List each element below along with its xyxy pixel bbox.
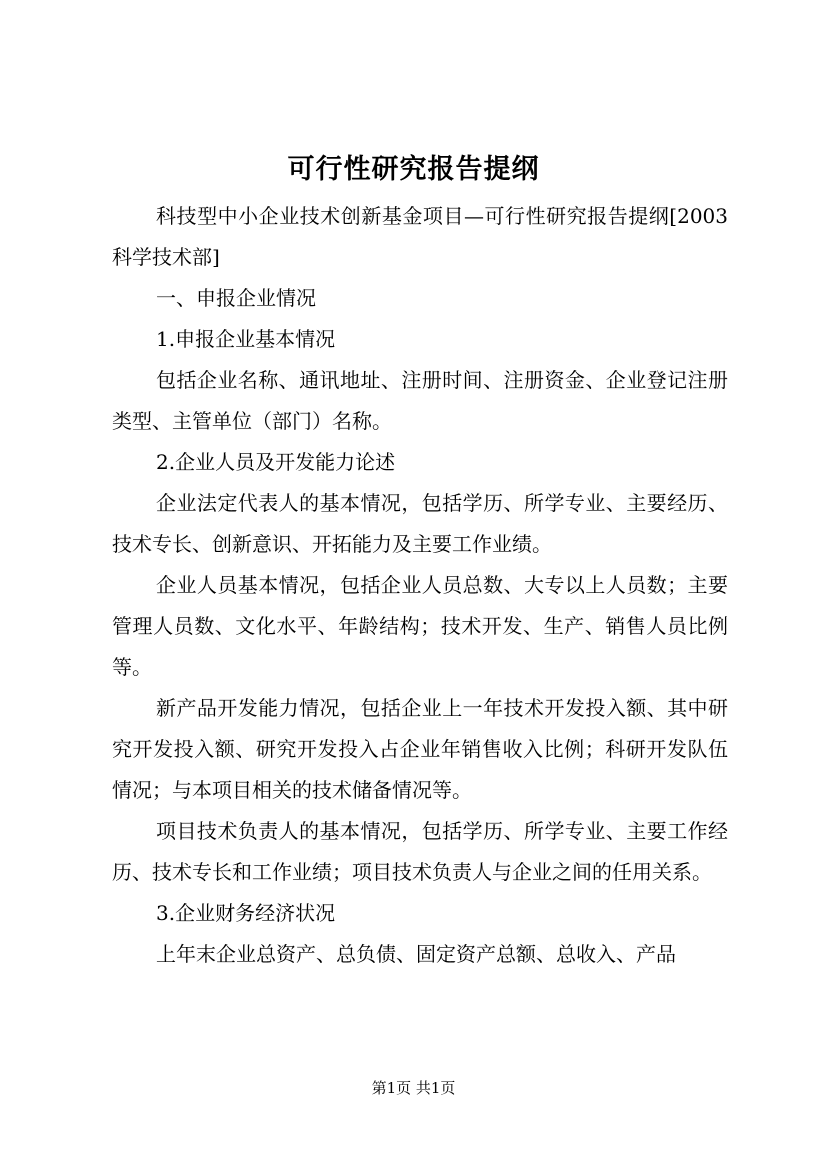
paragraph-basic-info: 包括企业名称、通讯地址、注册时间、注册资金、企业登记注册类型、主管单位（部门）名称。 (112, 368, 728, 433)
document-body (112, 196, 728, 975)
heading-subsection-2: 2.企业人员及开发能力论述 (156, 450, 396, 474)
heading-section-1: 一、申报企业情况 (156, 286, 316, 310)
heading-subsection-1: 1.申报企业基本情况 (156, 327, 336, 351)
paragraph-staff: 企业人员基本情况，包括企业人员总数、大专以上人员数；主要管理人员数、文化水平、年龄结构；技术开发、生产、销售人员比例等。 (112, 573, 728, 679)
paragraph-tech-lead: 项目技术负责人的基本情况，包括学历、所学专业、主要工作经历、技术专长和工作业绩；项目技术负责人与企业之间的任用关系。 (112, 819, 728, 884)
page-footer: 第1页 共1页 (371, 1079, 456, 1097)
paragraph-finance: 上年末企业总资产、总负债、固定资产总额、总收入、产品 (156, 942, 676, 966)
paragraph-subtitle: 科技型中小企业技术创新基金项目—可行性研究报告提纲[2003科学技术部] (112, 204, 728, 269)
paragraph-rnd: 新产品开发能力情况，包括企业上一年技术开发投入额、其中研究开发投入额、研究开发投入占企业年销售收入比例；科研开发队伍情况；与本项目相关的技术储备情况等。 (112, 696, 728, 802)
document-title: 可行性研究报告提纲 (287, 154, 540, 185)
heading-subsection-3: 3.企业财务经济状况 (156, 901, 336, 925)
paragraph-legal-rep: 企业法定代表人的基本情况，包括学历、所学专业、主要经历、技术专长、创新意识、开拓能力及主要工作业绩。 (112, 491, 728, 556)
